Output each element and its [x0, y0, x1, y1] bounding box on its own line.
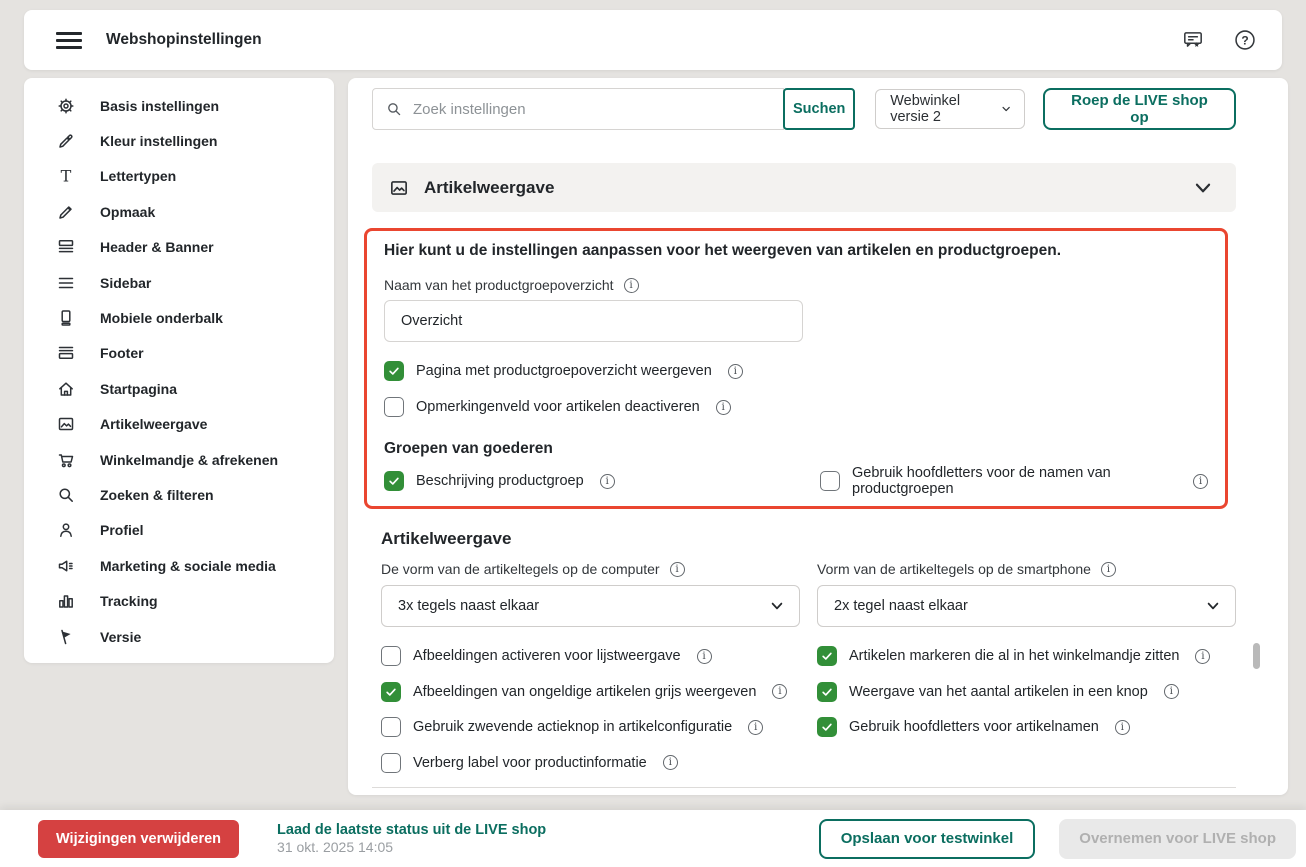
person-icon — [56, 520, 76, 540]
checkbox-row-hoofdletters-productgroepen[interactable]: Gebruik hoofdletters voor de namen van productgroepen i — [820, 470, 1208, 492]
info-icon[interactable] — [624, 278, 639, 293]
productgroup-name-label: Naam van het productgroepoverzicht i — [384, 277, 1208, 293]
computer-tiles-select[interactable]: 3x tegels naast elkaar — [381, 585, 800, 627]
sidebar-item-footer[interactable]: Footer — [24, 336, 334, 371]
sidebar-item-mobiele-onderbalk[interactable]: Mobiele onderbalk — [24, 300, 334, 335]
bar-chart-icon — [56, 591, 76, 611]
sidebar-item-winkelmandje-afrekenen[interactable]: Winkelmandje & afrekenen — [24, 442, 334, 477]
checkbox[interactable] — [381, 646, 401, 666]
highlighted-settings-group — [364, 228, 1228, 509]
productgroup-overview-name-input[interactable] — [384, 300, 803, 342]
save-testshop-button[interactable]: Opslaan voor testwinkel — [819, 819, 1036, 859]
info-icon[interactable] — [1193, 474, 1208, 489]
search-icon — [56, 485, 76, 505]
sidebar-item-kleur-instellingen[interactable]: Kleur instellingen — [24, 123, 334, 158]
chevron-down-icon — [1000, 102, 1012, 116]
sidebar-item-header-banner[interactable]: Header & Banner — [24, 230, 334, 265]
info-icon[interactable] — [728, 364, 743, 379]
webshop-version-select[interactable]: Webwinkel versie 2 — [875, 89, 1025, 129]
feedback-icon[interactable] — [1181, 28, 1205, 52]
hamburger-menu-button[interactable] — [56, 32, 82, 49]
section-title: Artikelweergave — [424, 177, 555, 197]
checkbox[interactable] — [384, 361, 404, 381]
settings-panel — [348, 78, 1288, 795]
checkbox[interactable] — [381, 753, 401, 773]
sidebar-item-profiel[interactable]: Profiel — [24, 513, 334, 548]
pencil-icon — [56, 202, 76, 222]
checkbox[interactable] — [817, 646, 837, 666]
info-icon[interactable] — [697, 649, 712, 664]
eyedropper-icon — [56, 131, 76, 151]
checkbox-row-zwevende-actieknop[interactable]: Gebruik zwevende actieknop in artikelconfiguratie i — [381, 716, 817, 738]
live-status-timestamp: 31 okt. 2025 14:05 — [277, 838, 394, 855]
section-header-artikelweergave[interactable] — [372, 163, 1236, 212]
checkbox-row-aantal-artikelen-knop[interactable]: Weergave van het aantal artikelen in een knop i — [817, 681, 1236, 703]
load-live-status-link[interactable]: Laad de laatste status uit de LIVE shop — [277, 821, 547, 838]
checkbox-row-beschrijving-productgroep[interactable]: Beschrijving productgroep i — [384, 470, 820, 492]
sidebar-item-startpagina[interactable]: Startpagina — [24, 371, 334, 406]
checkbox[interactable] — [381, 717, 401, 737]
checkbox[interactable] — [820, 471, 840, 491]
groups-heading: Groepen van goederen — [384, 440, 553, 457]
smartphone-tiles-select[interactable]: 2x tegel naast elkaar — [817, 585, 1236, 627]
section-divider — [372, 787, 1236, 788]
info-icon[interactable] — [772, 684, 787, 699]
page-title: Webshopinstellingen — [106, 31, 262, 48]
sidebar-item-artikelweergave[interactable]: Artikelweergave — [24, 407, 334, 442]
checkbox-row-ongeldige-artikelen-grijs[interactable]: Afbeeldingen van ongeldige artikelen grijs weergeven i — [381, 681, 817, 703]
footer-icon — [56, 343, 76, 363]
cart-icon — [56, 450, 76, 470]
checkbox-row-opmerkingenveld-deactiveren[interactable]: Opmerkingenveld voor artikelen deactiveren i — [384, 396, 1208, 418]
action-bar — [0, 810, 1306, 867]
checkbox-row-artikelen-markeren-winkelmandje[interactable]: Artikelen markeren die al in het winkelmandje zitten i — [817, 645, 1236, 667]
chevron-down-icon — [769, 598, 785, 614]
image-icon — [56, 414, 76, 434]
info-icon[interactable] — [1164, 684, 1179, 699]
info-icon[interactable] — [663, 755, 678, 770]
chevron-down-icon — [1192, 177, 1214, 199]
article-display-heading: Artikelweergave — [381, 529, 512, 548]
search-settings — [372, 88, 855, 130]
checkbox-row-hoofdletters-artikelnamen[interactable]: Gebruik hoofdletters voor artikelnamen i — [817, 716, 1236, 738]
checkbox[interactable] — [817, 717, 837, 737]
search-input[interactable] — [413, 101, 771, 118]
checkbox[interactable] — [381, 682, 401, 702]
search-button[interactable]: Suchen — [783, 88, 855, 130]
sidebar-item-tracking[interactable]: Tracking — [24, 583, 334, 618]
checkbox-row-productgroepoverzicht-weergeven[interactable]: Pagina met productgroepoverzicht weergeven i — [384, 360, 1208, 382]
info-icon[interactable] — [748, 720, 763, 735]
checkbox[interactable] — [384, 397, 404, 417]
open-live-shop-button[interactable]: Roep de LIVE shop op — [1043, 88, 1236, 130]
home-icon — [56, 379, 76, 399]
header-banner-icon — [56, 237, 76, 257]
info-icon[interactable] — [600, 474, 615, 489]
svg-text:?: ? — [1241, 33, 1249, 48]
sidebar-item-sidebar[interactable]: Sidebar — [24, 265, 334, 300]
checkbox[interactable] — [817, 682, 837, 702]
sidebar-lines-icon — [56, 273, 76, 293]
search-icon — [385, 100, 403, 118]
apply-live-shop-button[interactable]: Overnemen voor LIVE shop — [1059, 819, 1296, 859]
checkbox[interactable] — [384, 471, 404, 491]
info-icon[interactable] — [1195, 649, 1210, 664]
chevron-down-icon — [1205, 598, 1221, 614]
sidebar-item-versie[interactable]: Versie — [24, 619, 334, 654]
megaphone-icon — [56, 556, 76, 576]
sidebar-item-marketing-sociale-media[interactable]: Marketing & sociale media — [24, 548, 334, 583]
gear-icon — [56, 96, 76, 116]
info-icon[interactable] — [1115, 720, 1130, 735]
tile-shape-smartphone-field: Vorm van de artikeltegels op de smartphone i 2x tegel naast elkaar — [817, 561, 1236, 627]
sidebar-item-basis-instellingen[interactable]: Basis instellingen — [24, 88, 334, 123]
sidebar-item-opmaak[interactable]: Opmaak — [24, 194, 334, 229]
app-header — [24, 10, 1282, 70]
sidebar-item-lettertypen[interactable]: T Lettertypen — [24, 159, 334, 194]
help-icon[interactable] — [1233, 28, 1257, 52]
sidebar — [24, 78, 334, 663]
checkbox-row-afbeeldingen-lijstweergave[interactable]: Afbeeldingen activeren voor lijstweergave i — [381, 645, 817, 667]
svg-text:T: T — [60, 166, 72, 186]
info-icon[interactable] — [670, 562, 685, 577]
tile-shape-computer-field: De vorm van de artikeltegels op de computer i 3x tegels naast elkaar — [381, 561, 817, 627]
flag-icon — [56, 627, 76, 647]
settings-toolbar — [372, 88, 1236, 130]
group-intro-text: Hier kunt u de instellingen aanpassen voor het weergeven van artikelen en productgroepen. — [384, 242, 1062, 259]
load-live-status — [277, 822, 546, 856]
mobile-icon — [56, 308, 76, 328]
checkbox-row-verberg-label-productinformatie[interactable]: Verberg label voor productinformatie i — [381, 752, 817, 774]
info-icon[interactable] — [716, 400, 731, 415]
sidebar-item-zoeken-filteren[interactable]: Zoeken & filteren — [24, 477, 334, 512]
scrollbar-thumb[interactable] — [1253, 643, 1260, 669]
image-icon — [388, 177, 410, 199]
font-icon — [56, 166, 76, 186]
info-icon[interactable] — [1101, 562, 1116, 577]
discard-changes-button[interactable]: Wijzigingen verwijderen — [38, 820, 239, 858]
